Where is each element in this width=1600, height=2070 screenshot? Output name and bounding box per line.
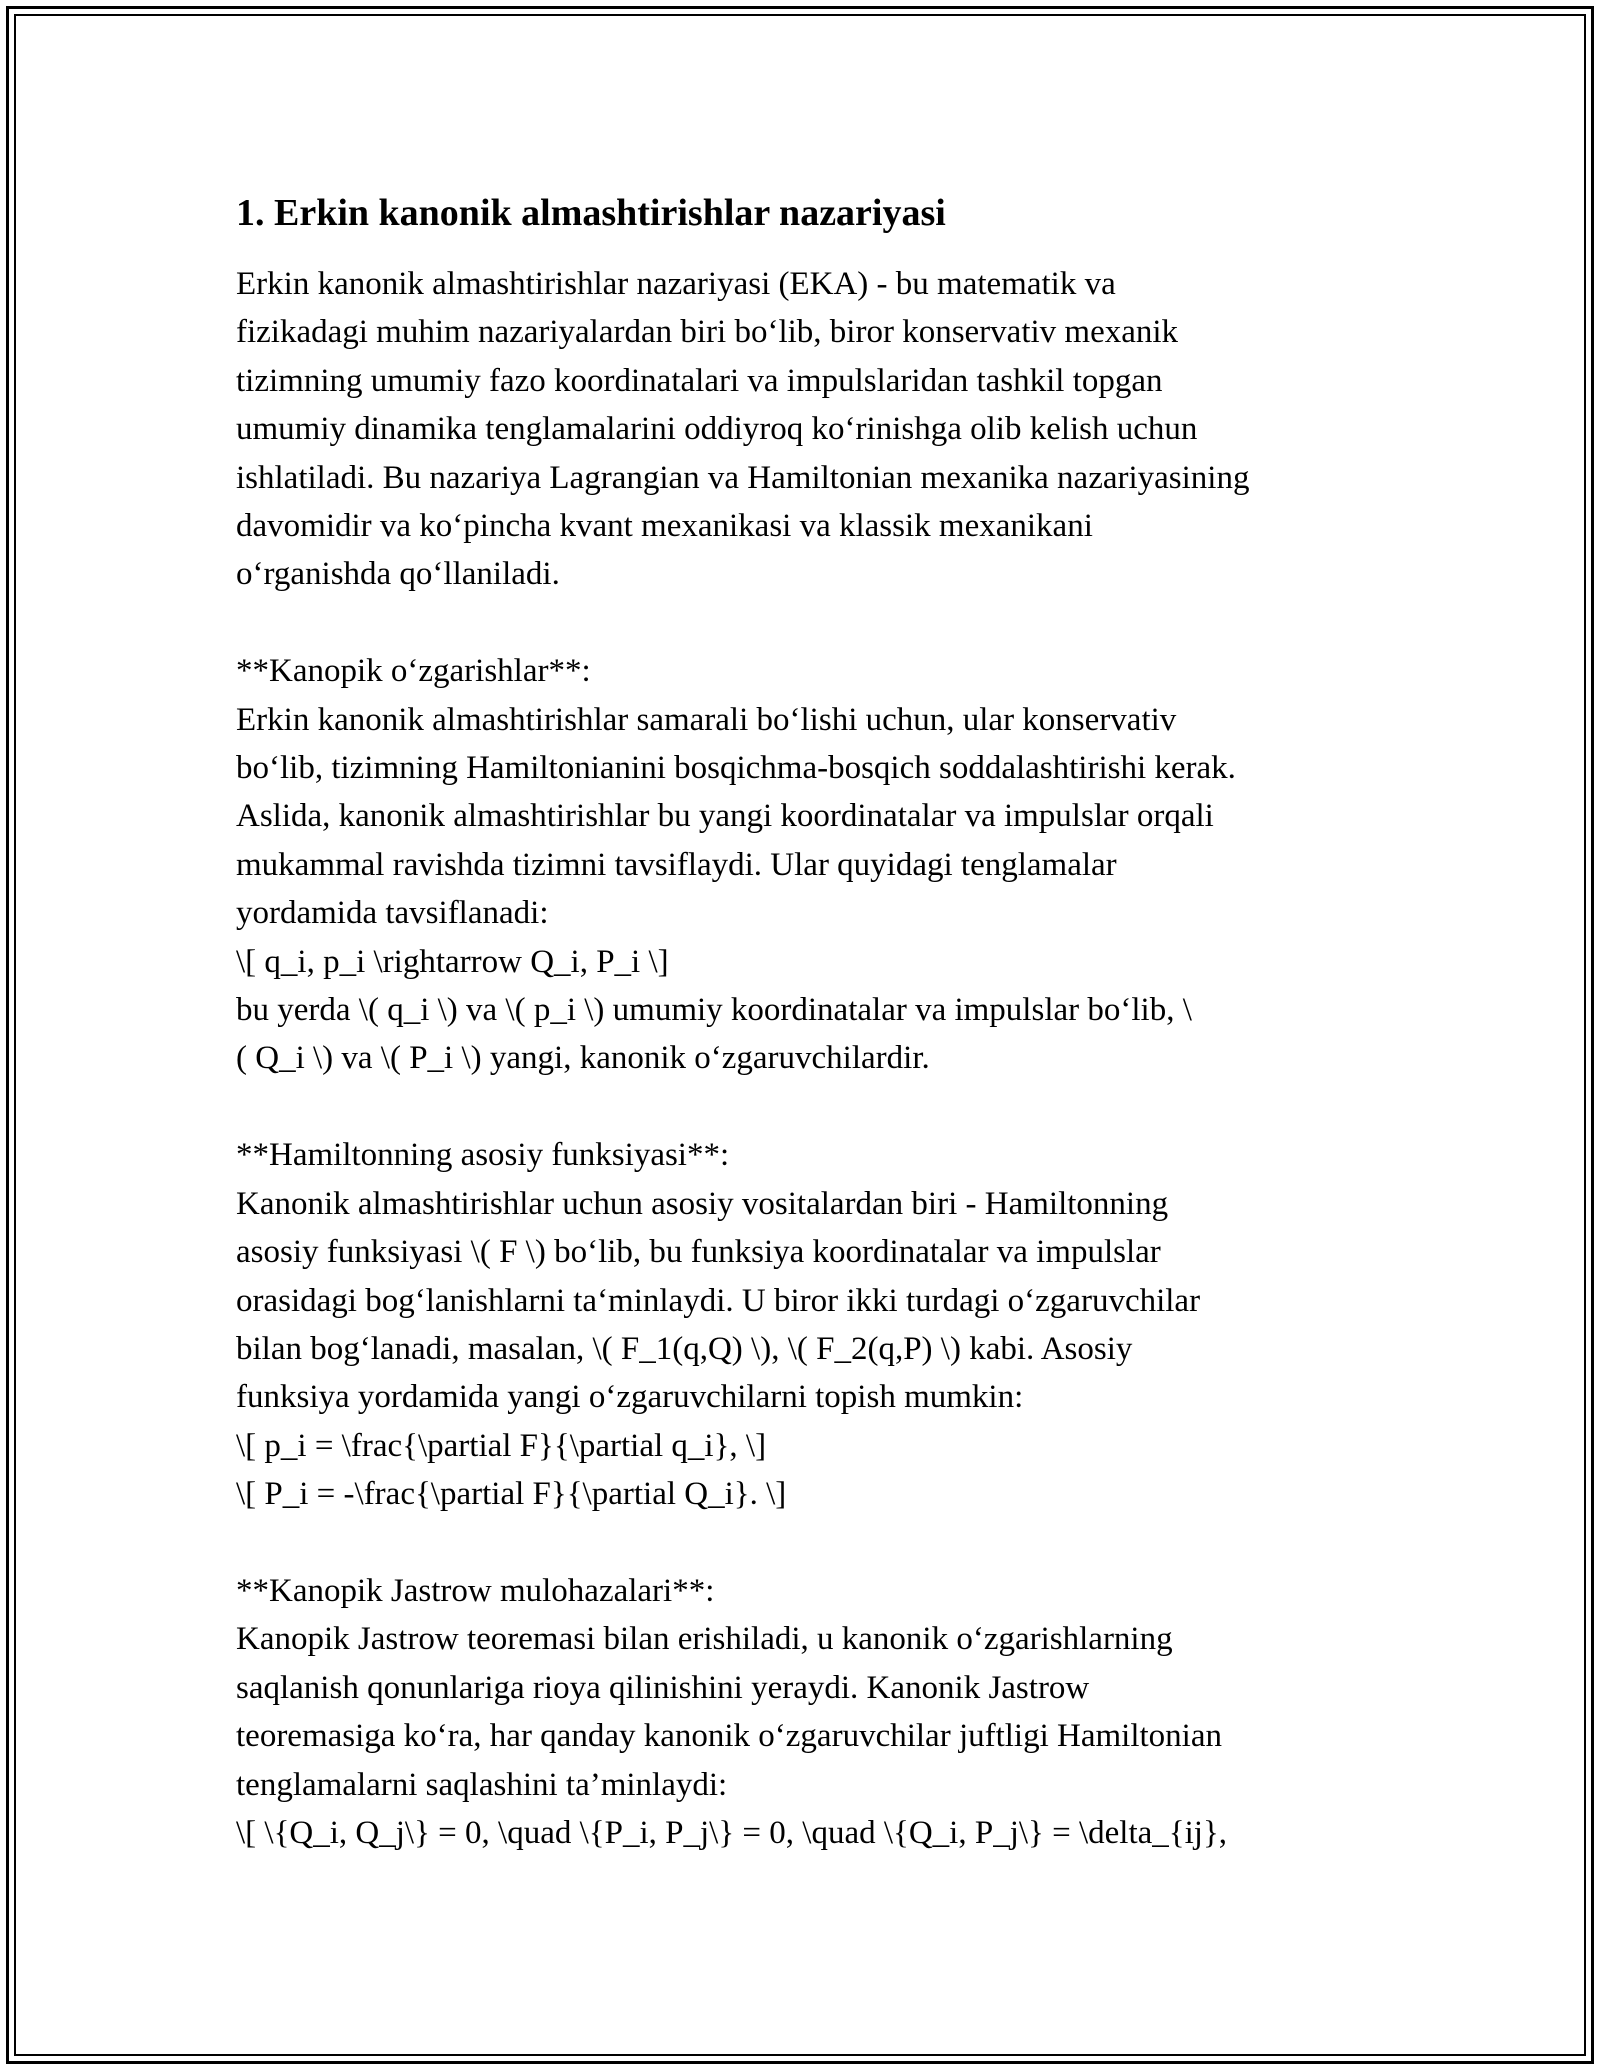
text-line: bilan bog‘lanadi, masalan, \( F_1(q,Q) \), \( F_2(q,P) \) kabi. Asosiy: [236, 1330, 1133, 1367]
text-line: Erkin kanonik almashtirishlar nazariyasi (EKA) - bu matematik va: [236, 266, 1116, 302]
text-line: Erkin kanonik almashtirishlar samarali bo‘lishi uchun, ular konservativ: [236, 701, 1177, 738]
paragraph-gap: [236, 1083, 1376, 1131]
formula-line: \[ \{Q_i, Q_j\} = 0, \quad \{P_i, P_j\} = 0, \quad \{Q_i, P_j\} = \delta_{ij},: [236, 1814, 1228, 1851]
text-line: orasidagi bog‘lanishlarni ta‘minlaydi. U biror ikki turdagi o‘zgaruvchilar: [236, 1282, 1201, 1319]
text-line: umumiy dinamika tenglamalarini oddiyroq ko‘rinishga olib kelish uchun: [236, 411, 1198, 448]
formula-line: \[ q_i, p_i \rightarrow Q_i, P_i \]: [236, 943, 669, 980]
text-line: Kanopik Jastrow teoremasi bilan erishiladi, u kanonik o‘zgarishlarning: [236, 1621, 1173, 1658]
text-line: bu yerda \( q_i \) va \( p_i \) umumiy koordinatalar va impulslar bo‘lib, \: [236, 992, 1192, 1029]
paragraph-gap: [236, 599, 1376, 647]
text-line: teoremasiga ko‘ra, har qanday kanonik o‘zgaruvchilar juftligi Hamiltonian: [236, 1718, 1222, 1755]
text-line: Aslida, kanonik almashtirishlar bu yangi koordinatalar va impulslar orqali: [236, 798, 1214, 835]
text-line: asosiy funksiyasi \( F \) bo‘lib, bu funksiya koordinatalar va impulslar: [236, 1234, 1161, 1271]
text-line: o‘rganishda qo‘llaniladi.: [236, 556, 560, 593]
section-hamilton-function: [236, 1131, 1376, 1518]
text-line: davomidir va ko‘pincha kvant mexanikasi va klassik mexanikani: [236, 508, 1093, 545]
text-line: tenglamalarni saqlashini ta’minlaydi:: [236, 1766, 728, 1803]
document-body: [236, 186, 1376, 1857]
text-line: tizimning umumiy fazo koordinatalari va impulslaridan tashkil topgan: [236, 362, 1163, 399]
intro-paragraph: [236, 260, 1376, 599]
text-line: ishlatiladi. Bu nazariya Lagrangian va Hamiltonian mexanika nazariyasining: [236, 459, 1250, 496]
text-line: mukammal ravishda tizimni tavsiflaydi. Ular quyidagi tenglamalar: [236, 846, 1117, 883]
text-line: yordamida tavsiflanadi:: [236, 895, 549, 932]
section-heading: **Kanopik o‘zgarishlar**:: [236, 653, 591, 690]
text-line: ( Q_i \) va \( P_i \) yangi, kanonik o‘zgaruvchilardir.: [236, 1040, 930, 1077]
text-line: saqlanish qonunlariga rioya qilinishini yeraydi. Kanonik Jastrow: [236, 1669, 1090, 1706]
section-heading: **Hamiltonning asosiy funksiyasi**:: [236, 1137, 730, 1174]
formula-line: \[ p_i = \frac{\partial F}{\partial q_i}, \]: [236, 1427, 767, 1464]
text-line: funksiya yordamida yangi o‘zgaruvchilarni topish mumkin:: [236, 1379, 1024, 1416]
text-line: Kanonik almashtirishlar uchun asosiy vositalardan biri - Hamiltonning: [236, 1185, 1169, 1222]
section-jastrow: [236, 1567, 1376, 1857]
formula-line: \[ P_i = -\frac{\partial F}{\partial Q_i}. \]: [236, 1476, 787, 1513]
text-line: bo‘lib, tizimning Hamiltonianini bosqichma-bosqich soddalashtirishi kerak.: [236, 750, 1236, 787]
section-heading: **Kanopik Jastrow mulohazalari**:: [236, 1572, 715, 1609]
paragraph-gap: [236, 1519, 1376, 1567]
text-line: fizikadagi muhim nazariyalardan biri bo‘lib, biror konservativ mexanik: [236, 314, 1179, 351]
page-title: 1. Erkin kanonik almashtirishlar nazariyasi: [236, 192, 946, 234]
section-canonical-changes: [236, 647, 1376, 1083]
